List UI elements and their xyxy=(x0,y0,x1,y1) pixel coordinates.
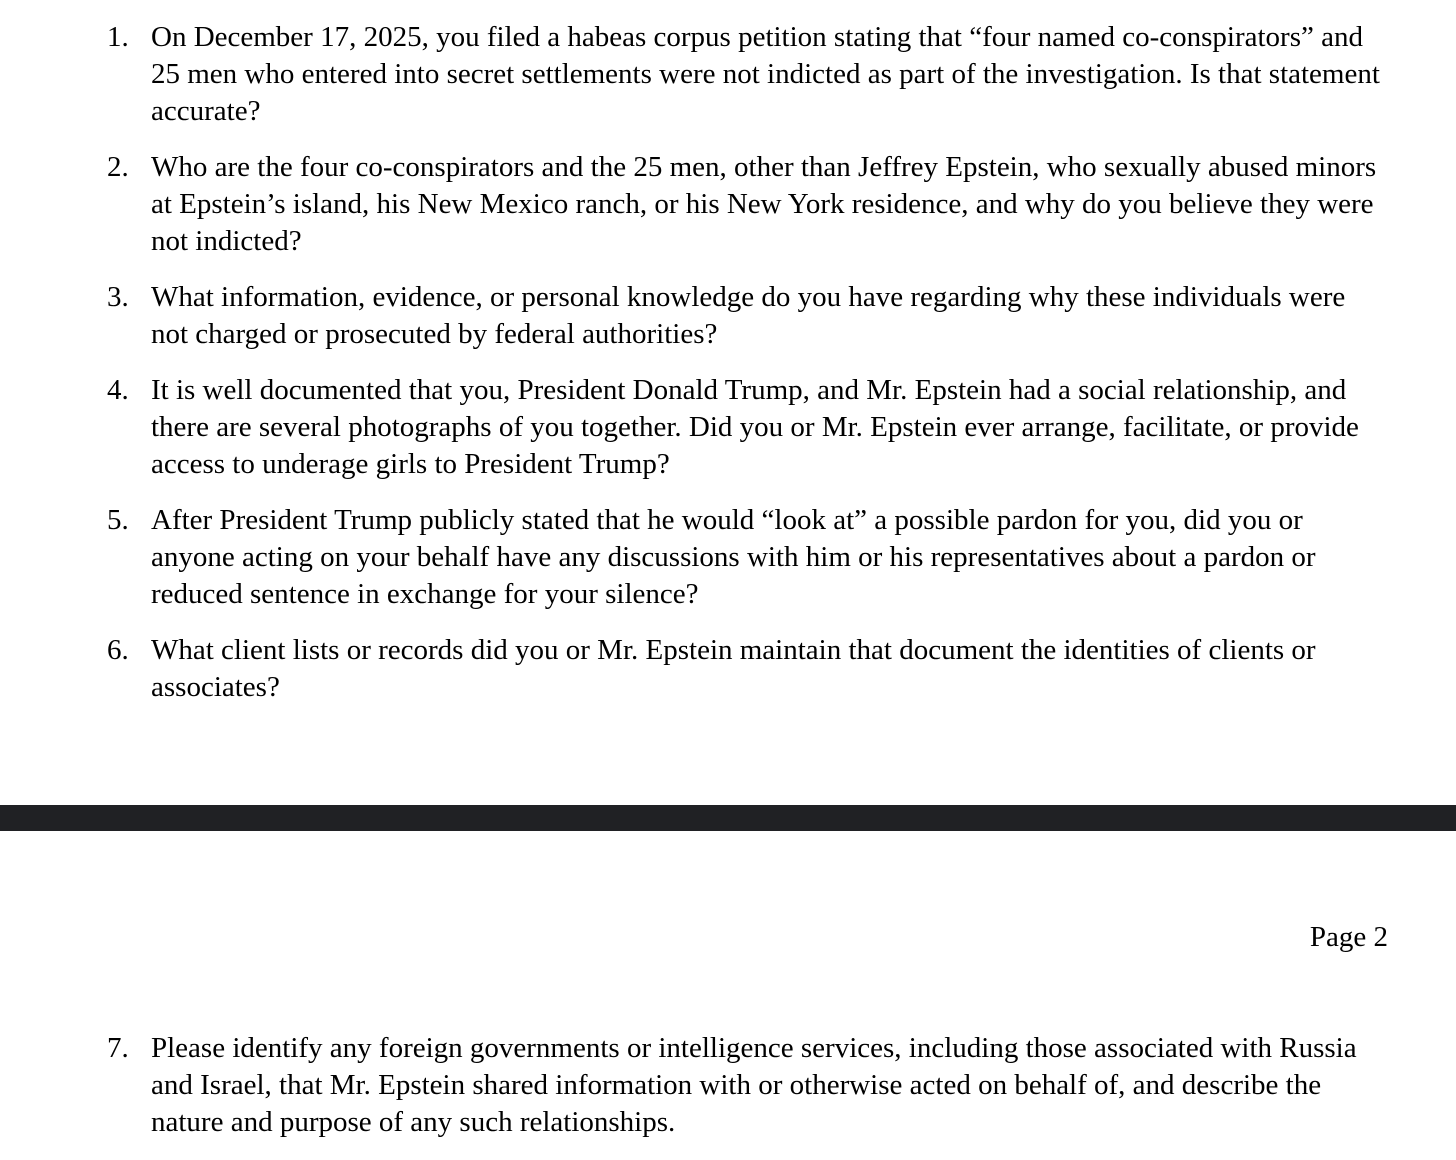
page-number: Page 2 xyxy=(1309,921,1388,953)
question-number: 1. xyxy=(107,21,129,53)
question-number: 2. xyxy=(107,151,129,183)
question-text: Who are the four co-conspirators and the 25 men, other than Jeffrey Epstein, who sexually abused minors at Epstein’s island, his New Mexico ranch, or his New York residence, and why do you believe they were not indicted? xyxy=(151,151,1377,257)
question-number: 3. xyxy=(107,281,129,313)
question-item xyxy=(0,149,1456,260)
question-text: What client lists or records did you or Mr. Epstein maintain that document the identities of clients or associates? xyxy=(151,634,1316,703)
question-item xyxy=(0,632,1456,706)
question-number: 7. xyxy=(107,1032,129,1064)
question-item xyxy=(0,279,1456,353)
question-item xyxy=(0,502,1456,613)
question-text: Please identify any foreign governments or intelligence services, including those associated with Russia and Israel, that Mr. Epstein shared information with or otherwise acted on behalf of, and describe the nature and purpose of any such relationships. xyxy=(151,1032,1357,1138)
question-text: On December 17, 2025, you filed a habeas corpus petition stating that “four named co-conspirators” and 25 men who entered into secret settlements were not indicted as part of the investigation. Is that statement accurate? xyxy=(151,21,1380,127)
question-item xyxy=(0,1030,1456,1141)
question-number: 6. xyxy=(107,634,129,666)
question-text: After President Trump publicly stated that he would “look at” a possible pardon for you, did you or anyone acting on your behalf have any discussions with him or his representatives about a pardon or reduced sentence in exchange for your silence? xyxy=(151,504,1316,610)
question-text: It is well documented that you, President Donald Trump, and Mr. Epstein had a social relationship, and there are several photographs of you together. Did you or Mr. Epstein ever arrange, facilitate, or provide access to underage girls to President Trump? xyxy=(151,374,1359,480)
question-item xyxy=(0,372,1456,483)
question-item xyxy=(0,19,1456,130)
question-number: 5. xyxy=(107,504,129,536)
document-page-2 xyxy=(0,831,1456,1143)
page-separator xyxy=(0,805,1456,831)
question-text: What information, evidence, or personal knowledge do you have regarding why these individuals were not charged or prosecuted by federal authorities? xyxy=(151,281,1346,350)
question-list xyxy=(0,19,1456,725)
question-list xyxy=(0,1030,1456,1160)
question-number: 4. xyxy=(107,374,129,406)
